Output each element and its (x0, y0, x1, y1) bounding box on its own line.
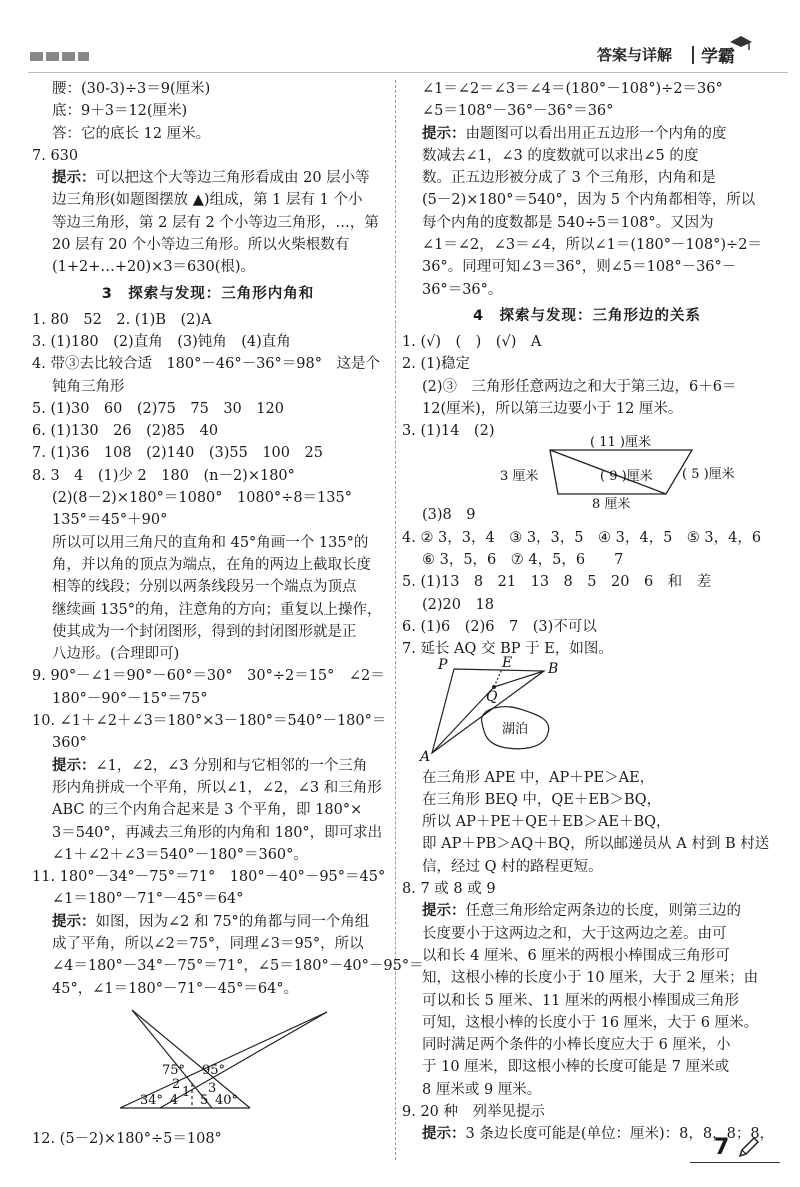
answer-q9: 9. 20 种 列举见提示 (402, 1103, 546, 1120)
hint-label: 提示： (52, 169, 96, 187)
hint-line: (5－2)×180°＝540°，因为 5 个内角都相等，所以 (422, 192, 756, 209)
angle-label: 95° (202, 1062, 226, 1078)
hint-line: 8 厘米或 9 厘米。 (422, 1081, 542, 1098)
hint-line: 数减去∠1，∠3 的度数就可以求出∠5 的度 (422, 147, 699, 164)
hint-line: 数。正五边形被分成了 3 个三角形，内角和是 (422, 170, 716, 187)
header-brand-logo: 学霸 (701, 47, 735, 67)
answer-line: 1. 80 52 2. (1)B (2)A (32, 311, 212, 328)
answer-line: 5. (1)13 8 21 13 8 5 20 6 和 差 (402, 574, 712, 591)
answer-line: 在三角形 BEQ 中，QE＋EB＞BQ， (422, 791, 662, 808)
hint-line: 等边三角形，第 2 层有 2 个小等边三角形，…，第 (52, 214, 379, 231)
hint-label: 提示： (422, 902, 466, 920)
hint-line (32, 911, 384, 933)
answer-line: 所以 AP＋PE＋QE＋EB＞AE＋BQ， (422, 814, 671, 831)
angle-figure-q11 (32, 1000, 384, 1128)
text-line: ∠5＝108°－36°－36°＝36° (422, 103, 614, 120)
answer-line: 12(厘米)，所以第三边要小于 12 厘米。 (422, 400, 683, 417)
hint-text: 任意三角形给定两条边的长度，则第三边的 (465, 903, 741, 920)
hint-line: 长度要小于这两边之和，大于这两边之差。由可 (422, 925, 727, 942)
hint-label: 提示： (52, 912, 96, 930)
answer-line: 八边形。(合理即可) (52, 646, 180, 663)
answer-line: 8. 3 4 (1)少 2 180 (n－2)×180° (32, 467, 295, 484)
point-label: P (438, 656, 448, 673)
header-rule (28, 72, 788, 73)
angle-number: 5 (200, 1092, 209, 1108)
angle-number: 4 (170, 1092, 179, 1108)
hint-line: 36°。同理可知∠3＝36°，则∠5＝108°－36°－ (422, 259, 737, 276)
answer-line: 3. (1)180 (2)直角 (3)钝角 (4)直角 (32, 333, 291, 350)
header-square (62, 52, 75, 61)
answer-line: 6. (1)130 26 (2)85 40 (32, 423, 219, 440)
hint-label: 提示： (422, 124, 466, 142)
lake-label: 湖泊 (502, 721, 529, 737)
side-label: 8 厘米 (592, 497, 631, 513)
hint-line: 45°，∠1＝180°－71°－45°＝64°。 (52, 980, 299, 997)
hint-label: 提示： (422, 1125, 466, 1143)
hint-line: 成了平角，所以∠2＝75°，同理∠3＝95°，所以 (52, 935, 364, 952)
text-line: ∠1＝∠2＝∠3＝∠4＝(180°－108°)÷2＝36° (422, 81, 723, 97)
hint-line: ABC 的三个内角合起来是 3 个平角，即 180°× (52, 802, 363, 819)
hint-text: ∠1，∠2，∠3 分别和与它相邻的一个三角 (95, 757, 368, 774)
point-label: B (548, 660, 559, 677)
angle-label: 34° (140, 1092, 164, 1108)
hint-line: 36°＝36°。 (422, 281, 503, 298)
hint-text: 可以把这个大等边三角形看成由 20 层小等 (95, 170, 370, 187)
hint-line: 边三角形(如题图摆放 ▲)组成，第 1 层有 1 个小 (52, 192, 363, 209)
angle-number: 3 (208, 1080, 217, 1096)
section-heading-3: 3 探索与发现：三角形内角和 (101, 285, 315, 302)
text-line: 腰：(30-3)÷3＝9(厘米) (52, 81, 211, 97)
hint-line: ∠1＋∠2＋∠3＝540°－180°＝360°。 (52, 846, 308, 863)
hint-line: ∠1＝∠2，∠3＝∠4，所以∠1＝(180°－108°)÷2＝ (422, 237, 762, 254)
side-label: ( 9 )厘米 (600, 469, 653, 485)
answer-q12: 12. (5－2)×180°÷5＝108° (32, 1130, 222, 1147)
answer-line: 4. 带③去比较合适 180°－46°－36°＝98° 这是个 (32, 356, 380, 373)
hint-line: 以和长 4 厘米、6 厘米的两根小棒围成三角形可 (422, 947, 730, 964)
hint-line: 形内角拼成一个平角，所以∠1，∠2，∠3 和三角形 (52, 779, 382, 796)
answer-line: 6. (1)6 (2)6 7 (3)不可以 (402, 618, 597, 635)
answer-line: 3. (1)14 (2) (402, 423, 495, 440)
angle-number: 2 (172, 1076, 181, 1092)
hint-line (32, 167, 384, 189)
left-column (32, 78, 424, 1150)
hint-line: ∠4＝180°－34°－75°＝71°，∠5＝180°－40°－95°＝ (52, 958, 424, 975)
answer-line: 4. ② 3，3，4 ③ 3，3，5 ④ 3，4，5 ⑤ 3，4，6 (402, 529, 762, 546)
page-header (0, 0, 800, 70)
text-line: 答：它的底长 12 厘米。 (52, 125, 211, 142)
page-number: 7 (714, 1135, 730, 1160)
hint-label: 提示： (52, 756, 96, 774)
hint-line: 3＝540°，再减去三角形的内角和 180°，即可求出 (52, 824, 383, 841)
answer-line: (2)20 18 (422, 596, 494, 613)
point-label: A (420, 748, 431, 765)
side-label: ( 5 )厘米 (682, 467, 735, 483)
text-line: 底：9＋3＝12(厘米) (52, 103, 188, 120)
hint-line: 可知，这根小棒的长度小于 16 厘米，大于 6 厘米。 (422, 1014, 759, 1031)
header-square (46, 52, 59, 61)
answer-line: 信，经过 Q 村的路程更短。 (422, 858, 603, 875)
hint-line: 同时满足两个条件的小棒长度应大于 6 厘米，小 (422, 1037, 731, 1054)
answer-line: ∠1＝180°－71°－45°＝64° (52, 891, 244, 908)
answer-line: 2. (1)稳定 (402, 356, 470, 373)
angle-number: 1 (182, 1084, 191, 1100)
answer-line: 7. (1)36 108 (2)140 (3)55 100 25 (32, 445, 323, 462)
answer-line: 7. 延长 AQ 交 BP 于 E，如图。 (402, 641, 613, 658)
answer-line: (2)③ 三角形任意两边之和大于第三边，6＋6＝ (422, 378, 737, 395)
side-label: ( 11 )厘米 (590, 435, 651, 451)
answer-line: 180°－90°－15°＝75° (52, 690, 208, 707)
hint-line (402, 123, 772, 145)
answer-line: (2)(8－2)×180°＝1080° 1080°÷8＝135° (52, 490, 352, 507)
header-square (78, 52, 89, 61)
hint-line: 于 10 厘米，即这根小棒的长度可能是 7 厘米或 (422, 1059, 730, 1076)
hint-text: 如图，因为∠2 和 75°的角都与同一个角组 (95, 913, 370, 930)
right-column (402, 78, 775, 1146)
answer-line: 360° (52, 735, 87, 752)
side-label: 3 厘米 (500, 469, 539, 485)
answer-line: 5. (1)30 60 (2)75 75 30 120 (32, 400, 284, 417)
angle-label: 40° (215, 1092, 239, 1108)
point-label: Q (486, 688, 498, 705)
header-square (30, 52, 43, 61)
answer-line: 9. 90°－∠1＝90°－60°＝30° 30°÷2＝15° ∠2＝ (32, 668, 385, 685)
hint-line: 每个内角的度数都是 540÷5＝108°。又因为 (422, 214, 714, 231)
hint-line: 知，这根小棒的长度小于 10 厘米，大于 2 厘米；由 (422, 970, 759, 987)
hint-line (32, 755, 384, 777)
column-divider (395, 80, 396, 1160)
answer-line: 1. (√) ( ) (√) A (402, 333, 542, 350)
route-figure-q7 (402, 654, 772, 767)
header-separator (692, 46, 694, 64)
header-title: 答案与详解 (597, 46, 673, 64)
graduation-cap-icon (728, 34, 754, 52)
answer-line: (3)8 9 (422, 507, 476, 524)
answer-line: 135°＝45°＋90° (52, 512, 168, 529)
answer-line: 10. ∠1＋∠2＋∠3＝180°×3－180°＝540°－180°＝ (32, 713, 387, 730)
hint-line: (1+2+…+20)×3＝630(根)。 (52, 259, 256, 276)
answer-q7: 7. 630 (32, 147, 79, 164)
answer-line: 11. 180°－34°－75°＝71° 180°－40°－95°＝45° (32, 869, 386, 886)
answer-line: 在三角形 APE 中，AP＋PE＞AE， (422, 769, 655, 786)
answer-line: 所以可以用三角尺的直角和 45°角画一个 135°的 (52, 534, 369, 551)
answer-line: 钝角三角形 (52, 378, 125, 395)
pencil-icon (736, 1136, 760, 1160)
hint-text: 3 条边长度可能是(单位：厘米)：8，8，8；8， (465, 1126, 775, 1143)
answer-line: 角，并以角的顶点为端点，在角的两边上截取长度 (52, 556, 371, 573)
angle-label: 75° (162, 1062, 186, 1078)
answer-line: 使其成为一个封闭图形，得到的封闭图形就是正 (52, 623, 357, 640)
point-label: E (502, 654, 513, 671)
hint-line: 20 层有 20 个小等边三角形。所以火柴根数有 (52, 237, 350, 254)
hint-line: 可以和长 5 厘米、11 厘米的两根小棒围成三角形 (422, 992, 740, 1009)
section-heading-4: 4 探索与发现：三角形边的关系 (472, 307, 702, 324)
hint-text: 由题图可以看出用正五边形一个内角的度 (465, 125, 727, 142)
footer-rule (690, 1162, 780, 1163)
hint-line (402, 900, 772, 922)
answer-line: 继续画 135°的角，注意角的方向；重复以上操作， (52, 601, 382, 618)
answer-line: ⑥ 3，5，6 ⑦ 4，5，6 7 (422, 552, 624, 569)
answer-line: 8. 7 或 8 或 9 (402, 881, 496, 898)
answer-line: 即 AP＋PB＞AQ＋BQ，所以邮递员从 A 村到 B 村送 (422, 836, 770, 853)
answer-line: 相等的线段；分别以两条线段另一个端点为顶点 (52, 579, 357, 596)
